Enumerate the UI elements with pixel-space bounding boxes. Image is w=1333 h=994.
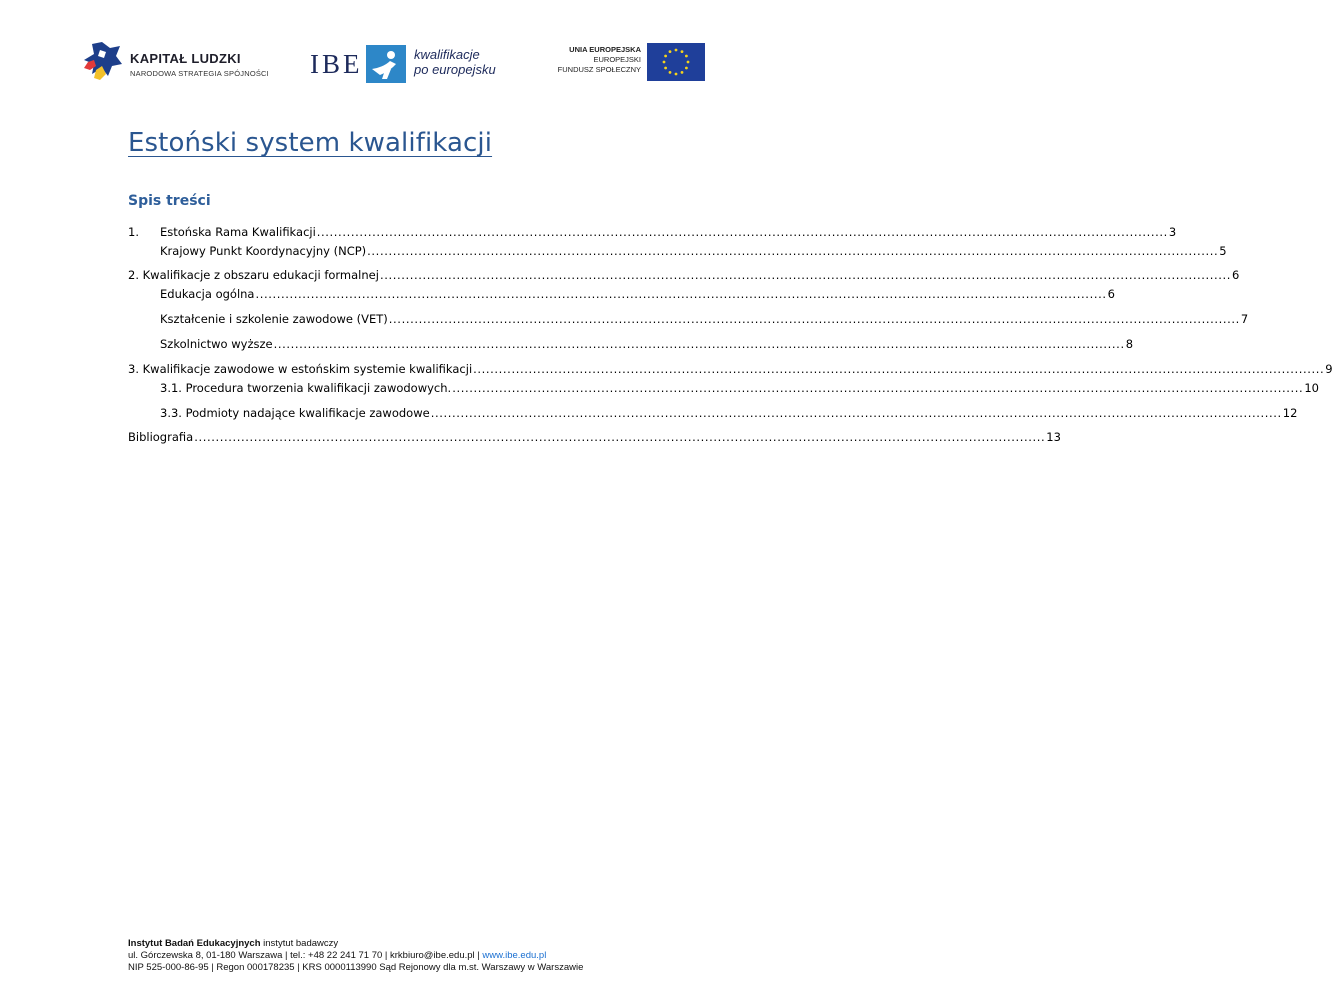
eu-flag-icon bbox=[647, 43, 705, 81]
toc-entry-text: 3.3. Podmioty nadające kwalifikacje zawodowe bbox=[160, 406, 430, 420]
toc-entry-page: 10 bbox=[1304, 381, 1319, 395]
toc-entry-page: 5 bbox=[1219, 244, 1227, 258]
toc-entry-page: 7 bbox=[1240, 312, 1249, 326]
toc-entry-page: 6 bbox=[1107, 287, 1115, 301]
toc-entry-7[interactable] bbox=[0, 362, 1333, 379]
kapital-ludzki-subtitle: NARODOWA STRATEGIA SPÓJNOŚCI bbox=[130, 69, 269, 78]
toc-entry-page: 12 bbox=[1282, 406, 1298, 420]
toc-entry-text: 3. Kwalifikacje zawodowe w estońskim systemie kwalifikacji bbox=[128, 362, 473, 376]
toc-entry-page: 8 bbox=[1125, 337, 1134, 351]
toc-leader-dots: ........................................................................................................................................................................................................ bbox=[273, 337, 1125, 351]
toc-entry-text: Estońska Rama Kwalifikacji bbox=[160, 225, 316, 239]
toc-entry-2[interactable] bbox=[0, 244, 1227, 261]
footer-org-name: Instytut Badań Edukacyjnych bbox=[128, 938, 261, 949]
toc-leader-dots: ........................................................................................................................................................................................................ bbox=[367, 244, 1219, 258]
toc-entry-text: Krajowy Punkt Koordynacyjny (NCP) bbox=[160, 244, 367, 258]
ibe-logo bbox=[310, 42, 500, 86]
toc-entry-1[interactable] bbox=[0, 225, 1177, 242]
toc-entry-text: Kształcenie i szkolenie zawodowe (VET) bbox=[160, 312, 388, 326]
toc-leader-dots: ........................................................................................................................................................................................................ bbox=[379, 268, 1232, 282]
toc-entry-text: Edukacja ogólna bbox=[160, 287, 255, 301]
toc-entry-page: 3 bbox=[1168, 225, 1177, 239]
kapital-ludzki-title: KAPITAŁ LUDZKI bbox=[130, 51, 241, 66]
kapital-ludzki-star-icon bbox=[80, 40, 124, 84]
toc-leader-dots: ........................................................................................................................................................................................................ bbox=[194, 430, 1046, 444]
toc-entry-5[interactable] bbox=[0, 312, 1249, 329]
toc-entry-8[interactable] bbox=[0, 381, 1319, 398]
footer-address-line bbox=[128, 950, 583, 962]
toc-heading: Spis treści bbox=[128, 193, 211, 209]
footer-website-link[interactable]: www.ibe.edu.pl bbox=[482, 950, 547, 961]
toc-entry-number: 1. bbox=[128, 225, 139, 239]
toc-leader-dots: ........................................................................................................................................................................................................ bbox=[388, 312, 1240, 326]
toc-entry-text: Szkolnictwo wyższe bbox=[160, 337, 273, 351]
toc-entry-page: 6 bbox=[1232, 268, 1240, 282]
eu-logo-text bbox=[558, 45, 641, 75]
toc-leader-dots: ........................................................................................................................................................................................................ bbox=[255, 287, 1107, 301]
toc-entry-10[interactable] bbox=[0, 430, 1061, 447]
toc-leader-dots: ........................................................................................................................................................................................................ bbox=[430, 406, 1282, 420]
toc-entry-page: 13 bbox=[1046, 430, 1061, 444]
ibe-tagline bbox=[414, 47, 496, 77]
toc-entry-text: 2. Kwalifikacje z obszaru edukacji formalnej bbox=[128, 268, 379, 282]
toc-entry-4[interactable] bbox=[0, 287, 1115, 304]
toc-leader-dots: ........................................................................................................................................................................................................ bbox=[316, 225, 1168, 239]
footer-org-line bbox=[128, 938, 583, 950]
footer-address: ul. Górczewska 8, 01-180 Warszawa | tel.: +48 22 241 71 70 | krkbiuro@ibe.edu.pl | bbox=[128, 950, 483, 961]
toc-entry-text: 3.1. Procedura tworzenia kwalifikacji zawodowych. bbox=[160, 381, 452, 395]
toc-leader-dots: ........................................................................................................................................................................................................ bbox=[473, 362, 1325, 376]
kapital-ludzki-logo bbox=[80, 40, 280, 88]
toc-leader-dots: ........................................................................................................................................................................................................ bbox=[452, 381, 1304, 395]
ibe-tagline-line-1: kwalifikacje bbox=[414, 47, 480, 62]
eu-line-1: UNIA EUROPEJSKA bbox=[569, 45, 641, 54]
toc-entry-3[interactable] bbox=[0, 268, 1240, 285]
page-footer bbox=[128, 938, 583, 974]
toc-entry-6[interactable] bbox=[0, 337, 1134, 354]
toc-entry-text: Bibliografia bbox=[128, 430, 194, 444]
page-header bbox=[0, 40, 768, 90]
footer-registry: NIP 525-000-86-95 | Regon 000178235 | KRS 0000113990 Sąd Rejonowy dla m.st. Warszawy w Warszawie bbox=[128, 962, 584, 973]
footer-org-type: instytut badawczy bbox=[260, 938, 339, 949]
eu-line-2: EUROPEJSKI bbox=[593, 55, 641, 64]
document-title: Estoński system kwalifikacji bbox=[128, 128, 493, 158]
ibe-tagline-line-2: po europejsku bbox=[414, 62, 496, 77]
eu-line-3: FUNDUSZ SPOŁECZNY bbox=[557, 65, 641, 74]
ibe-logo-text: IBE bbox=[310, 49, 363, 79]
eu-logo bbox=[555, 43, 705, 83]
toc-entry-page: 9 bbox=[1325, 362, 1333, 376]
ibe-figure-icon bbox=[366, 45, 406, 83]
toc-entry-9[interactable] bbox=[0, 406, 1298, 423]
